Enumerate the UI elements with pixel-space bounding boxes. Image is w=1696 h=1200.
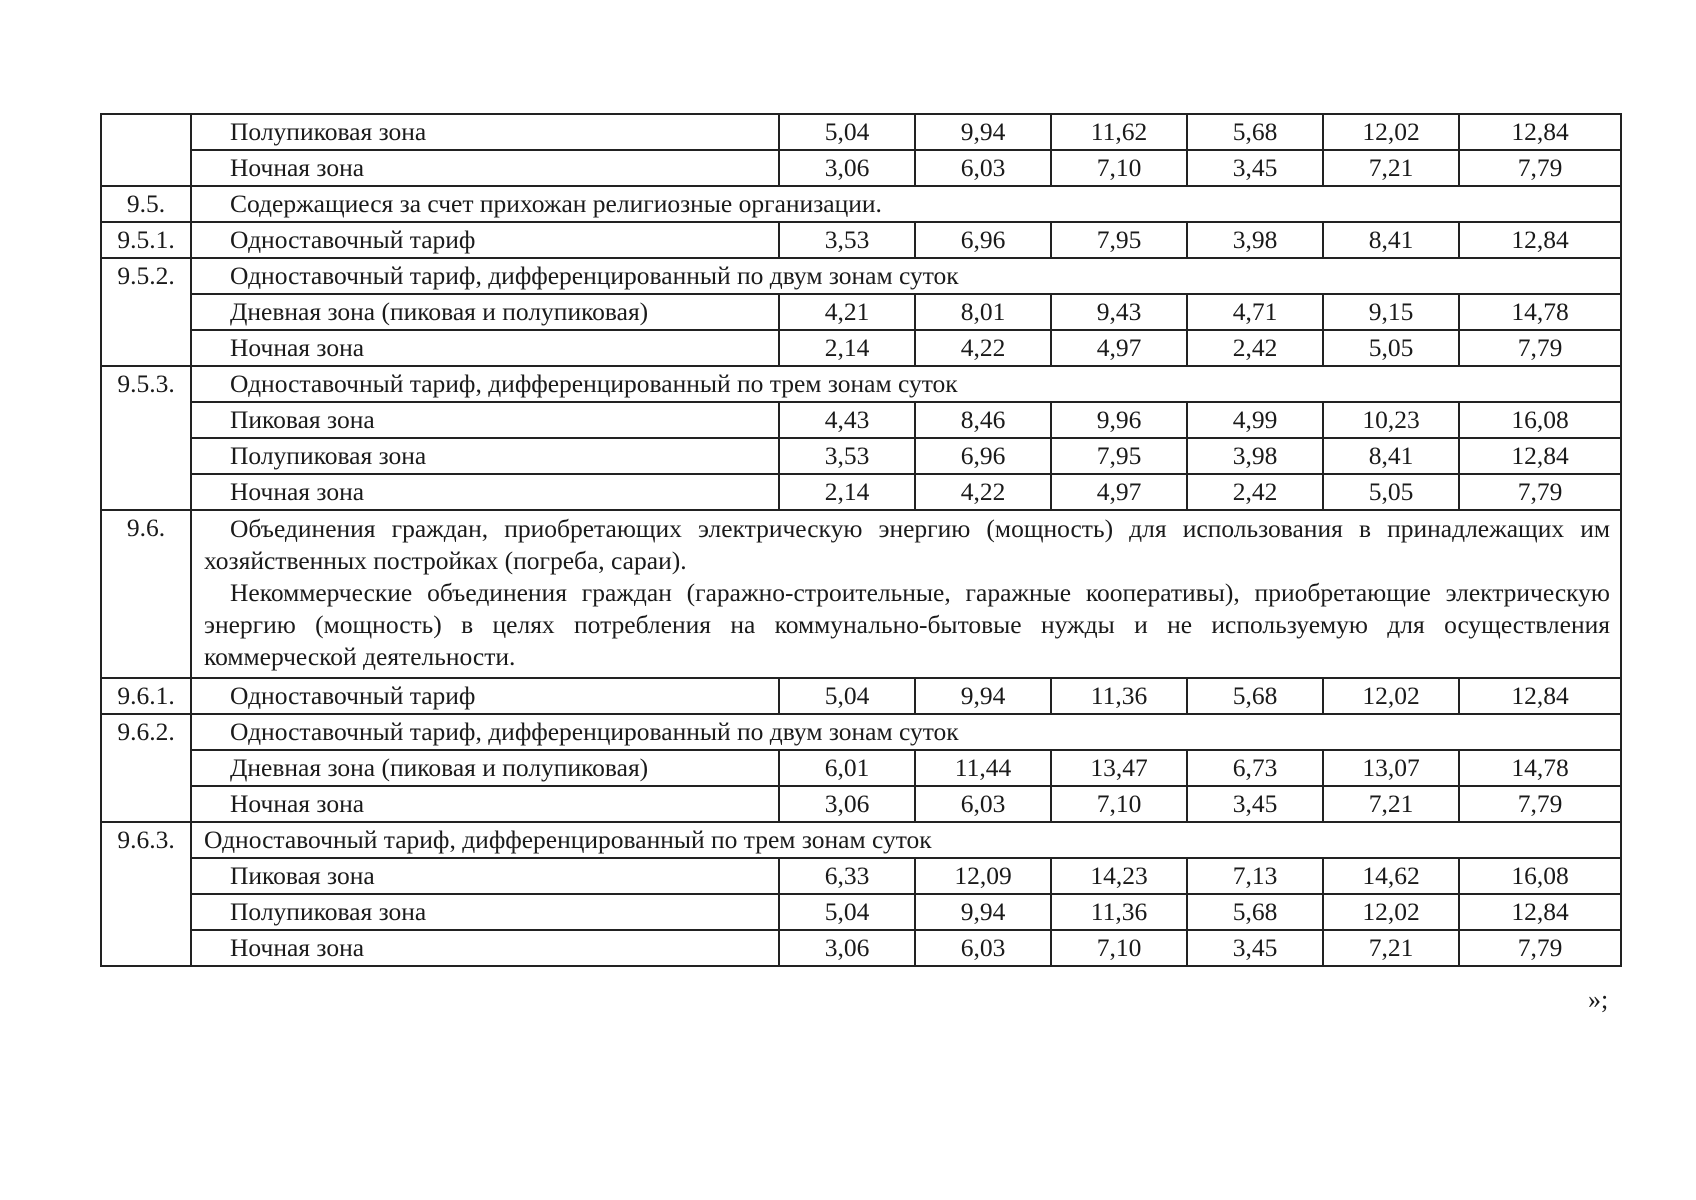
row-label: Одноставочный тариф	[191, 222, 779, 258]
table-row	[101, 402, 1621, 438]
tariff-value: 3,98	[1187, 438, 1323, 474]
closing-quote-mark: »;	[1588, 985, 1609, 1014]
row-label: Пиковая зона	[191, 402, 779, 438]
tariff-value: 5,68	[1187, 114, 1323, 150]
tariff-value: 3,45	[1187, 930, 1323, 966]
row-number: 9.6.	[101, 510, 191, 678]
row-label: Ночная зона	[191, 786, 779, 822]
table-row	[101, 894, 1621, 930]
tariff-value: 7,10	[1051, 786, 1187, 822]
tariff-value: 4,99	[1187, 402, 1323, 438]
tariff-value: 13,47	[1051, 750, 1187, 786]
tariff-value: 3,98	[1187, 222, 1323, 258]
tariff-value: 2,42	[1187, 474, 1323, 510]
tariff-value: 3,45	[1187, 150, 1323, 186]
row-number: 9.6.2.	[101, 714, 191, 822]
tariff-value: 11,36	[1051, 678, 1187, 714]
table-row	[101, 822, 1621, 858]
row-label: Полупиковая зона	[191, 438, 779, 474]
tariff-table	[100, 113, 1622, 967]
tariff-value: 7,79	[1459, 474, 1621, 510]
table-row	[101, 294, 1621, 330]
tariff-value: 12,09	[915, 858, 1051, 894]
tariff-value: 14,78	[1459, 294, 1621, 330]
table-row	[101, 330, 1621, 366]
section-heading: Одноставочный тариф, дифференцированный по двум зонам суток	[191, 714, 1621, 750]
row-label: Ночная зона	[191, 150, 779, 186]
tariff-value: 4,43	[779, 402, 915, 438]
tariff-value: 14,78	[1459, 750, 1621, 786]
tariff-value: 7,10	[1051, 150, 1187, 186]
tariff-value: 3,45	[1187, 786, 1323, 822]
table-row	[101, 714, 1621, 750]
row-label: Одноставочный тариф	[191, 678, 779, 714]
tariff-value: 5,68	[1187, 678, 1323, 714]
tariff-value: 12,02	[1323, 678, 1459, 714]
table-row	[101, 510, 1621, 678]
section-description	[191, 510, 1621, 678]
tariff-value: 6,96	[915, 438, 1051, 474]
tariff-value: 2,14	[779, 330, 915, 366]
tariff-value: 7,95	[1051, 438, 1187, 474]
tariff-value: 6,96	[915, 222, 1051, 258]
row-label: Дневная зона (пиковая и полупиковая)	[191, 750, 779, 786]
tariff-value: 12,02	[1323, 894, 1459, 930]
tariff-value: 7,21	[1323, 930, 1459, 966]
tariff-value: 9,94	[915, 114, 1051, 150]
table-row	[101, 786, 1621, 822]
table-row	[101, 474, 1621, 510]
tariff-value: 3,06	[779, 786, 915, 822]
row-label: Ночная зона	[191, 330, 779, 366]
tariff-value: 11,36	[1051, 894, 1187, 930]
tariff-value: 4,97	[1051, 330, 1187, 366]
tariff-value: 5,68	[1187, 894, 1323, 930]
section-heading: Одноставочный тариф, дифференцированный по двум зонам суток	[191, 258, 1621, 294]
tariff-value: 4,21	[779, 294, 915, 330]
tariff-value: 9,94	[915, 678, 1051, 714]
row-number: 9.5.2.	[101, 258, 191, 366]
tariff-value: 5,04	[779, 894, 915, 930]
tariff-value: 4,22	[915, 330, 1051, 366]
tariff-value: 5,04	[779, 678, 915, 714]
tariff-value: 4,97	[1051, 474, 1187, 510]
tariff-value: 8,46	[915, 402, 1051, 438]
tariff-value: 3,06	[779, 150, 915, 186]
row-number	[101, 114, 191, 186]
tariff-value: 16,08	[1459, 402, 1621, 438]
table-row	[101, 366, 1621, 402]
tariff-value: 2,42	[1187, 330, 1323, 366]
tariff-table-body	[101, 114, 1621, 966]
tariff-value: 3,53	[779, 438, 915, 474]
tariff-value: 6,03	[915, 150, 1051, 186]
tariff-value: 13,07	[1323, 750, 1459, 786]
table-row	[101, 930, 1621, 966]
tariff-value: 16,08	[1459, 858, 1621, 894]
tariff-value: 10,23	[1323, 402, 1459, 438]
table-row	[101, 150, 1621, 186]
tariff-value: 5,05	[1323, 474, 1459, 510]
tariff-value: 7,21	[1323, 150, 1459, 186]
table-row	[101, 858, 1621, 894]
tariff-value: 6,73	[1187, 750, 1323, 786]
tariff-value: 7,21	[1323, 786, 1459, 822]
tariff-value: 7,79	[1459, 786, 1621, 822]
tariff-value: 3,06	[779, 930, 915, 966]
table-row	[101, 258, 1621, 294]
row-number: 9.5.1.	[101, 222, 191, 258]
tariff-value: 9,15	[1323, 294, 1459, 330]
row-number: 9.6.3.	[101, 822, 191, 966]
tariff-value: 7,79	[1459, 930, 1621, 966]
row-label: Дневная зона (пиковая и полупиковая)	[191, 294, 779, 330]
tariff-value: 14,23	[1051, 858, 1187, 894]
table-row	[101, 750, 1621, 786]
tariff-value: 4,71	[1187, 294, 1323, 330]
table-row	[101, 114, 1621, 150]
row-number: 9.6.1.	[101, 678, 191, 714]
tariff-value: 9,96	[1051, 402, 1187, 438]
row-number: 9.5.3.	[101, 366, 191, 510]
row-label: Ночная зона	[191, 474, 779, 510]
tariff-value: 7,95	[1051, 222, 1187, 258]
tariff-value: 6,33	[779, 858, 915, 894]
tariff-value: 9,43	[1051, 294, 1187, 330]
tariff-value: 8,41	[1323, 438, 1459, 474]
tariff-value: 5,04	[779, 114, 915, 150]
description-paragraph: Некоммерческие объединения граждан (гаражно-строительные, гаражные кооперативы), приобретающие электрическую энергию (мощность) в целях потребления на коммунально-бытовые нужды и не используемую для осуществления коммерческой деятельности.	[204, 578, 1610, 671]
table-row	[101, 186, 1621, 222]
tariff-value: 12,84	[1459, 114, 1621, 150]
tariff-value: 11,62	[1051, 114, 1187, 150]
section-heading: Содержащиеся за счет прихожан религиозные организации.	[191, 186, 1621, 222]
tariff-value: 6,03	[915, 786, 1051, 822]
row-label: Полупиковая зона	[191, 114, 779, 150]
tariff-value: 11,44	[915, 750, 1051, 786]
tariff-value: 3,53	[779, 222, 915, 258]
tariff-value: 14,62	[1323, 858, 1459, 894]
tariff-value: 7,79	[1459, 150, 1621, 186]
row-label: Полупиковая зона	[191, 894, 779, 930]
table-row	[101, 438, 1621, 474]
section-heading: Одноставочный тариф, дифференцированный по трем зонам суток	[191, 366, 1621, 402]
tariff-value: 9,94	[915, 894, 1051, 930]
row-number: 9.5.	[101, 186, 191, 222]
description-paragraph: Объединения граждан, приобретающих электрическую энергию (мощность) для использования в принадлежащих им хозяйственных постройках (погреба, сараи).	[204, 514, 1610, 575]
tariff-value: 6,01	[779, 750, 915, 786]
tariff-value: 12,84	[1459, 678, 1621, 714]
tariff-value: 12,84	[1459, 438, 1621, 474]
tariff-value: 12,84	[1459, 894, 1621, 930]
row-label: Пиковая зона	[191, 858, 779, 894]
section-heading: Одноставочный тариф, дифференцированный по трем зонам суток	[191, 822, 1621, 858]
tariff-value: 2,14	[779, 474, 915, 510]
tariff-value: 5,05	[1323, 330, 1459, 366]
tariff-value: 7,79	[1459, 330, 1621, 366]
table-row	[101, 678, 1621, 714]
tariff-value: 7,13	[1187, 858, 1323, 894]
table-row	[101, 222, 1621, 258]
tariff-value: 4,22	[915, 474, 1051, 510]
tariff-value: 8,01	[915, 294, 1051, 330]
tariff-value: 7,10	[1051, 930, 1187, 966]
tariff-value: 8,41	[1323, 222, 1459, 258]
tariff-value: 12,02	[1323, 114, 1459, 150]
row-label: Ночная зона	[191, 930, 779, 966]
tariff-value: 6,03	[915, 930, 1051, 966]
tariff-value: 12,84	[1459, 222, 1621, 258]
